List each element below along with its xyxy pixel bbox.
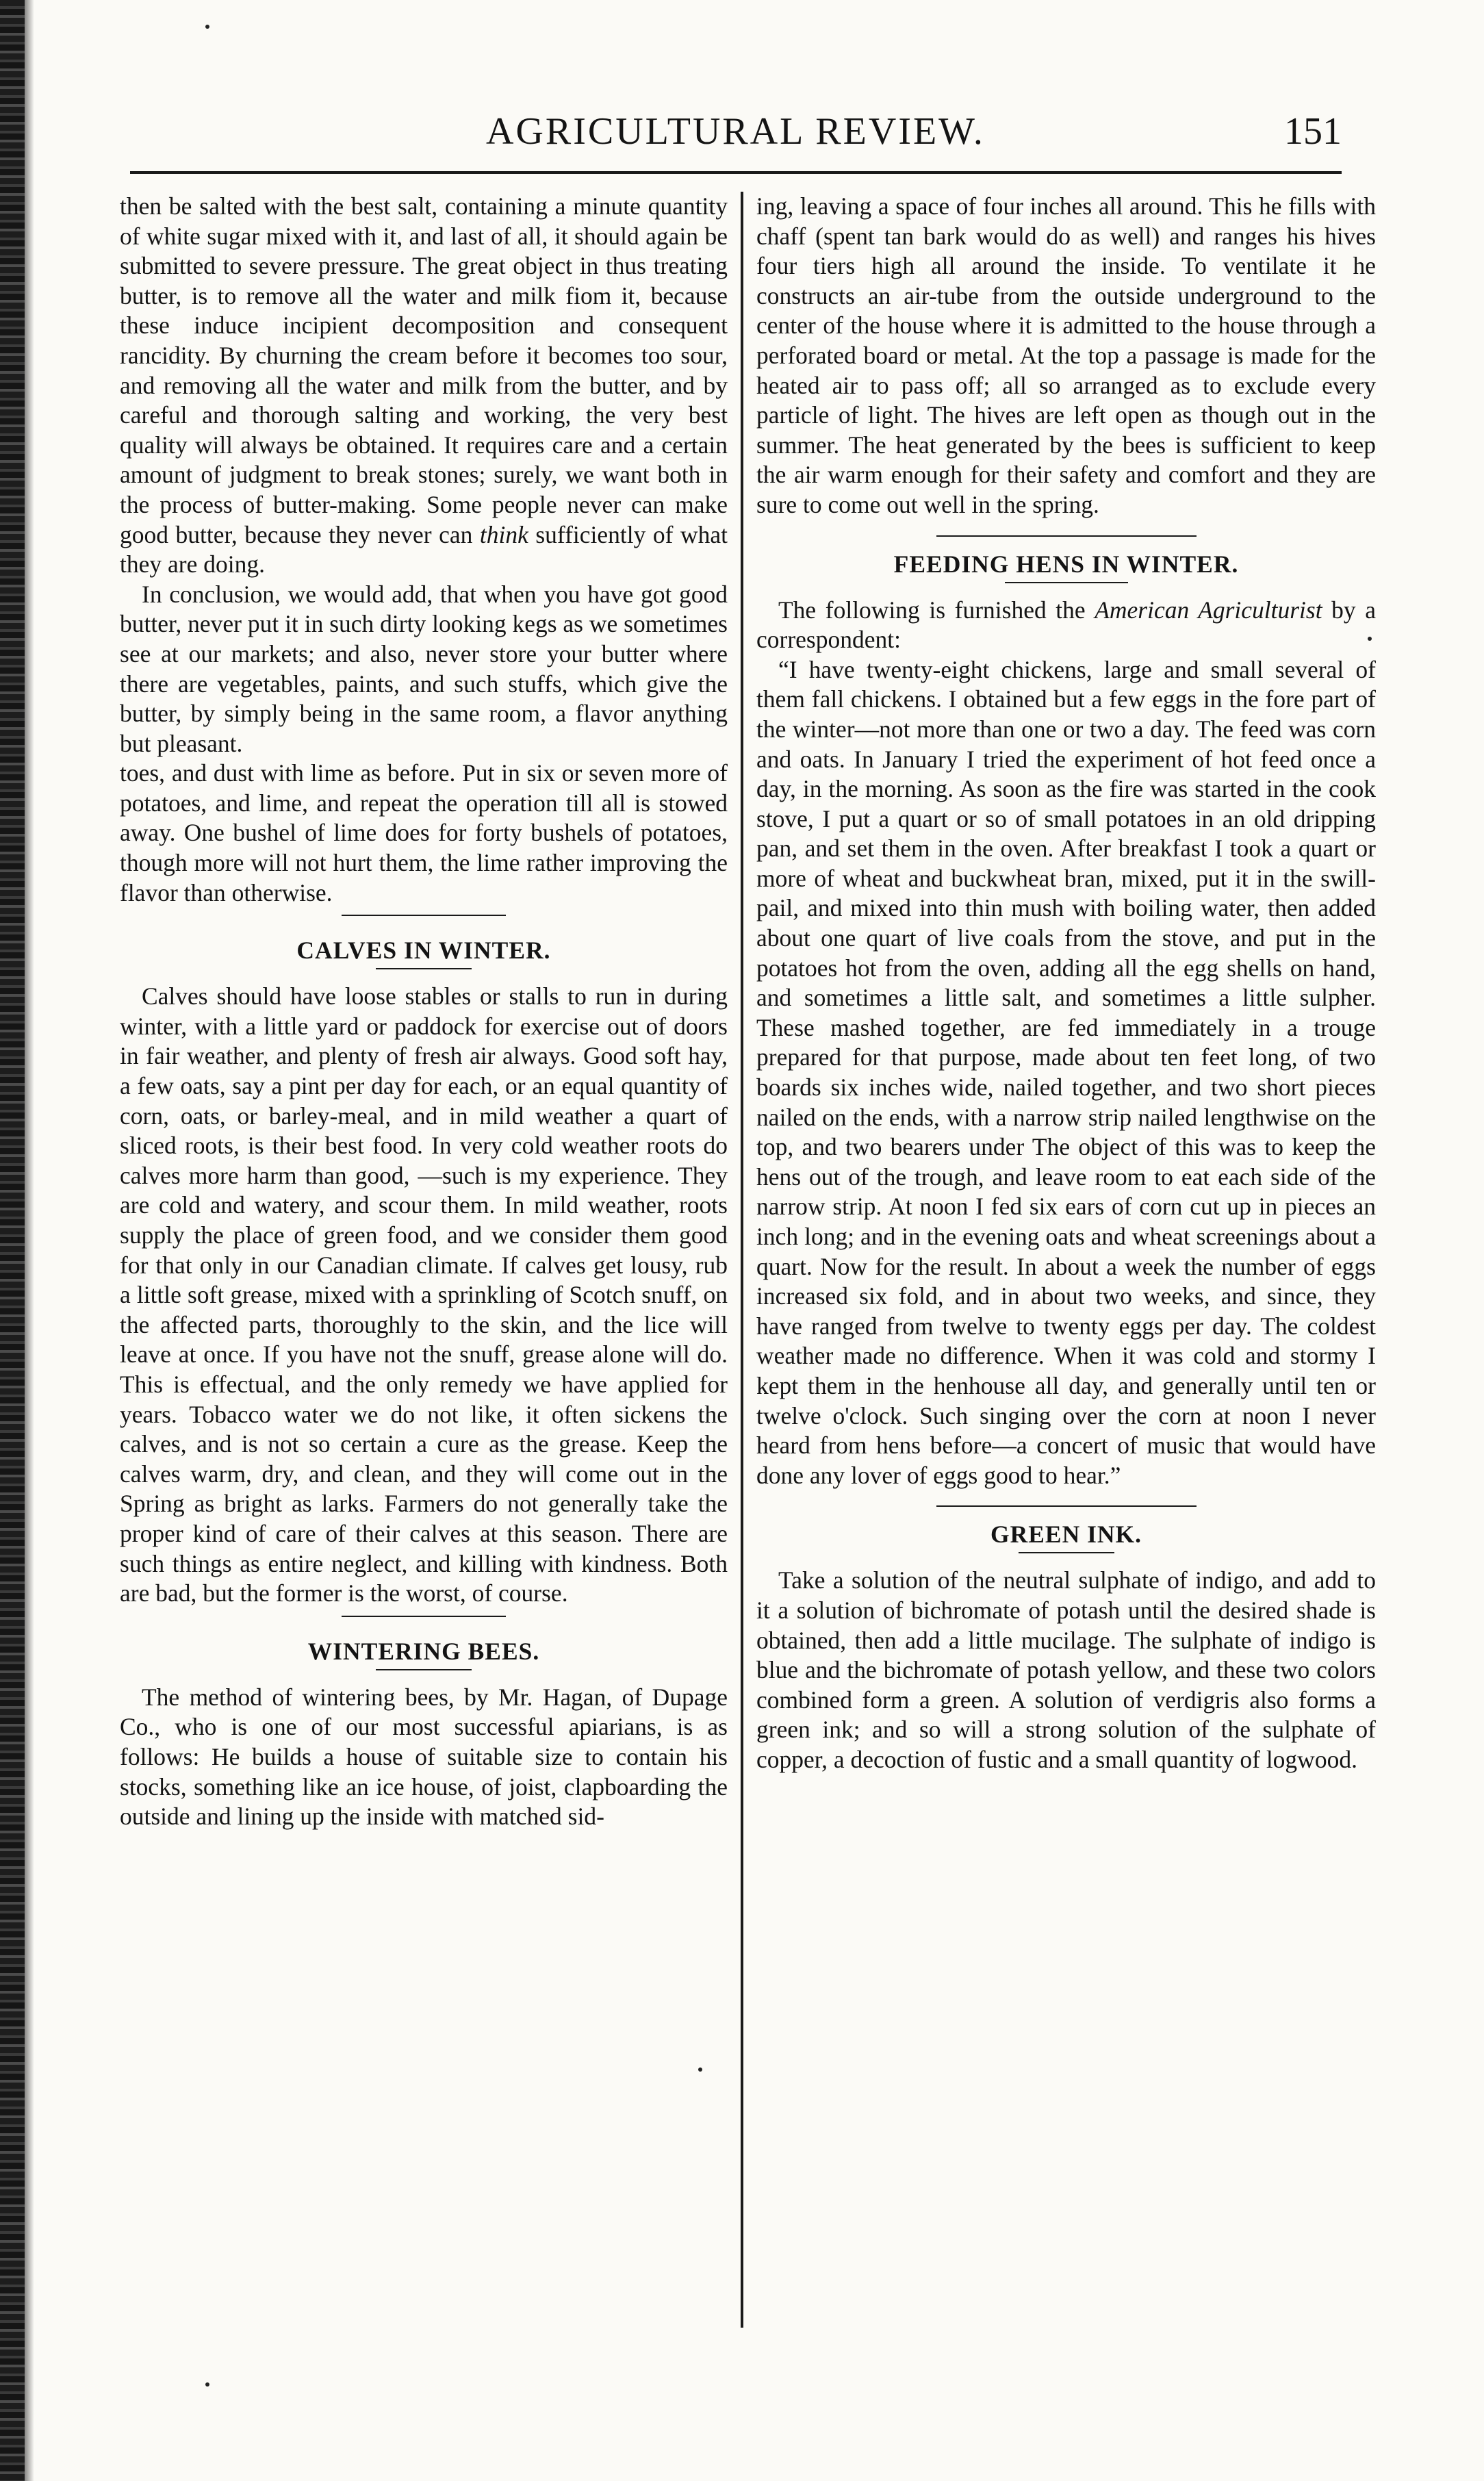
source-title: American Agriculturist	[1095, 596, 1322, 624]
page-number: 151	[1284, 110, 1342, 153]
hens-intro: The following is furnished the American Agriculturist by a correspondent:	[756, 596, 1376, 654]
running-title: AGRICULTURAL REVIEW.	[486, 110, 985, 153]
scanned-book-edge	[0, 0, 25, 2481]
butter-paragraph-2: In conclusion, we would add, that when you have got good butter, never put it in such dirty looking kegs as we sometimes see at our markets; and also, never store your butter where there are vegetables, paints, and such stuffs, which give the butter, by simply being in the same room, a flavor anything but pleasant.	[120, 580, 728, 757]
section-separator	[936, 535, 1197, 537]
print-speck	[205, 2382, 209, 2387]
hens-heading: FEEDING HENS IN WINTER.	[893, 550, 1239, 578]
section-separator	[936, 1505, 1197, 1507]
print-speck	[698, 2068, 702, 2072]
bees-continued-paragraph: ing, leaving a space of four inches all around. This he fills with chaff (spent tan bark would do as well) and ranges his hives four tiers high all around the inside. To ventilate it he constructs an air-tube from the outside underground to the center of the house where it is admitted to the house through a perforated board or metal. At the top a passage is made for the heated air to pass off; all so arranged as to exclude every particle of light. The hives are left open as though out in the summer. The heat generated by the bees is sufficient to keep the air warm enough for their safety and comfort and they are sure to come out well in the spring.	[756, 192, 1376, 518]
page-header	[130, 110, 1342, 164]
section-separator	[342, 1616, 506, 1617]
calves-heading: CALVES IN WINTER.	[296, 937, 551, 965]
bees-heading: WINTERING BEES.	[307, 1637, 540, 1665]
right-column	[756, 192, 1376, 1775]
column-divider	[741, 192, 743, 2328]
left-column	[120, 192, 728, 1832]
hens-quote: “I have twenty-eight chickens, large and small several of them fall chickens. I obtained but a few eggs in the fore part of the winter—not more than one or two a day. The feed was corn and oats. In January I tried the experiment of hot feed once a day, in the morning. As soon as the fire was started in the cook stove, I put a quart or so of small potatoes in an old dripping pan, and set them in the oven. After breakfast I took a quart or more of wheat and buckwheat bran, mixed, put it in the swill-pail, and mixed into thin mush with boiling water, then added about one quart of live coals from the stove, and put in the potatoes hot from the oven, adding all the egg shells on hand, and sometimes a little salt, and sometimes a little sulpher. These mashed together, are fed immediately in a trouge prepared for that purpose, made about ten feet long, of two boards six inches wide, nailed together, and two short pieces nailed on the ends, with a narrow strip nailed lengthwise on the top, and two bearers under The object of this was to keep the hens out of the trough, and leave room to eat each side of the narrow strip. At noon I fed six ears of corn cut up in pieces an inch long; and in the evening oats and wheat screenings about a quart. Now for the result. In about a week the number of eggs increased six fold, and in about two weeks, and since, they have ranged from twelve to twenty eggs per day. The coldest weather made no difference. When it was cold and stormy I kept them in the henhouse all day, and generally until ten or twelve o'clock. Such singing over the corn at noon I never heard from hens before—a concert of music that would have done any lover of eggs good to hear.”	[756, 655, 1376, 1489]
calves-paragraph: Calves should have loose stables or stalls to run in during winter, with a little yard or paddock for exercise out of doors in fair weather, and plenty of fresh air always. Good soft hay, a few oats, say a pint per day for each, or an equal quantity of corn, oats, or barley-meal, and in mild weather a quart of sliced roots, is their best food. In very cold weather roots do calves more harm than good, —such is my experience. They are cold and watery, and scour them. In mild weather, roots supply the place of green food, and we consider them good for that only in our Canadian climate. If calves get lousy, rub a little soft grease, mixed with a sprinkling of Scotch snuff, on the affected parts, thoroughly to the skin, and the lice will leave at once. If you have not the snuff, grease alone will do. This is effectual, and the only remedy we have applied for years. Tobacco water we do not like, it often sickens the calves, and is not so certain a cure as the grease. Keep the calves warm, dry, and clean, and they will come out in the Spring as bright as larks. Farmers do not generally take the proper kind of care of their calves at this season. There are such things as entire neglect, and killing with kindness. Both are bad, but the former is the worst, of course.	[120, 982, 728, 1607]
potatoes-fragment: toes, and dust with lime as before. Put in six or seven more of potatoes, and lime, and repeat the operation till all is stowed away. One bushel of lime does for forty bushels of potatoes, though more will not hurt them, the lime rather improving the flavor than otherwise.	[120, 759, 728, 906]
print-speck	[205, 25, 209, 29]
butter-paragraph-1: then be salted with the best salt, containing a minute quantity of white sugar mixed with it, and last of all, it should again be submitted to severe pressure. The great object in thus treating butter, is to remove all the water and milk fiom it, because these induce incipient decomposition and consequent rancidity. By churning the cream before it becomes too sour, and removing all the water and milk from the butter, and by careful and thorough salting and working, the very best quality will always be obtained. It requires care and a certain amount of judgment to break stones; surely, we want both in the process of butter-making. Some people never can make good butter, because they never can think sufficiently of what they are doing.	[120, 192, 728, 578]
section-separator	[342, 915, 506, 916]
heading-underline	[376, 1669, 472, 1670]
ink-heading: GREEN INK.	[990, 1521, 1142, 1549]
heading-underline	[1005, 582, 1128, 583]
emphasis-think: think	[479, 520, 528, 548]
heading-underline	[376, 968, 472, 969]
heading-underline	[1019, 1552, 1114, 1553]
bees-paragraph: The method of wintering bees, by Mr. Hagan, of Dupage Co., who is one of our most successful apiarians, is as follows: He builds a house of suitable size to contain his stocks, something like an ice house, of joist, clapboarding the outside and lining up the inside with matched sid-	[120, 1683, 728, 1831]
print-speck	[1368, 637, 1372, 641]
ink-paragraph: Take a solution of the neutral sulphate of indigo, and add to it a solution of bichromate of potash until the desired shade is obtained, then add a little mucilage. The sulphate of indigo is blue and the bichromate of potash yellow, and these two colors combined form a green. A solution of verdigris also forms a green ink; and so will a strong solution of the sulphate of copper, a decoction of fustic and a small quantity of logwood.	[756, 1566, 1376, 1773]
header-rule	[130, 171, 1342, 174]
